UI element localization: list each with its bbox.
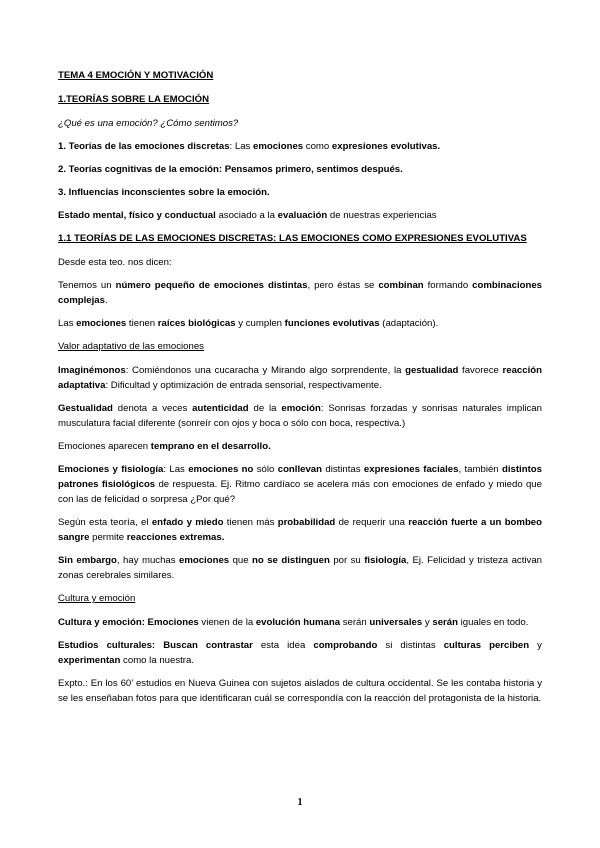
subheading-cultura: Cultura y emoción xyxy=(58,593,136,604)
paragraph-imaginemonos: Imaginémonos: Comiéndonos una cucaracha y Mirando algo sorprendente, la gestualidad favorece reacción adaptativa: Dificultad y optimización de entrada sensorial, respectivamente. xyxy=(58,365,542,391)
section-heading-1-1: 1.1 TEORÍAS DE LAS EMOCIONES DISCRETAS: LAS EMOCIONES COMO EXPRESIONES EVOLUTIVAS xyxy=(58,233,527,244)
paragraph-sin-embargo: Sin embargo, hay muchas emociones que no se distinguen por su fisiología, Ej. Felicidad y tristeza activan zonas cerebrales similares. xyxy=(58,555,542,581)
page-number: 1 xyxy=(297,797,303,808)
paragraph-experimento: Expto.: En los 60’ estudios en Nueva Guinea con sujetos aislados de cultura occidental. Se les contaba historia y se les enseñaban fotos para que identificaran cuál se correspondía con la reacción del protagonista de la historia. xyxy=(58,678,542,704)
document-title: TEMA 4 EMOCIÓN Y MOTIVACIÓN xyxy=(58,70,214,81)
subheading-valor-adaptativo: Valor adaptativo de las emociones xyxy=(58,341,204,352)
paragraph-estudios: Estudios culturales: Buscan contrastar esta idea comprobando si distintas culturas perciben y experimentan como la nuestra. xyxy=(58,640,542,666)
document-body xyxy=(58,68,542,714)
paragraph-tenemos: Tenemos un número pequeño de emociones distintas, pero éstas se combinan formando combinaciones complejas. xyxy=(58,280,543,306)
paragraph-raices: Las emociones tienen raíces biológicas y cumplen funciones evolutivas (adaptación). xyxy=(58,318,439,329)
paragraph-temprano: Emociones aparecen temprano en el desarrollo. xyxy=(58,441,271,452)
list-item-3: 3. Influencias inconscientes sobre la emoción. xyxy=(58,187,270,198)
paragraph-desde: Desde esta teo. nos dicen: xyxy=(58,257,172,268)
section-heading-1: 1.TEORÍAS SOBRE LA EMOCIÓN xyxy=(58,94,210,105)
question-line: ¿Qué es una emoción? ¿Cómo sentimos? xyxy=(58,118,239,129)
paragraph-cultura: Cultura y emoción: Emociones vienen de la evolución humana serán universales y serán iguales en todo. xyxy=(58,617,529,628)
list-item-1: 1. Teorías de las emociones discretas: Las emociones como expresiones evolutivas. xyxy=(58,141,441,152)
paragraph-segun: Según esta teoría, el enfado y miedo tienen más probabilidad de requerir una reacción fuerte a un bombeo sangre permite reacciones extremas. xyxy=(58,517,543,543)
list-item-2: 2. Teorías cognitivas de la emoción: Pensamos primero, sentimos después. xyxy=(58,164,403,175)
paragraph-fisiologia: Emociones y fisiología: Las emociones no sólo conllevan distintas expresiones faciales, también distintos patrones fisiológicos de respuesta. Ej. Ritmo cardíaco se acelera más con emociones de enfado y miedo que con las de felicidad o sorpresa ¿Por qué? xyxy=(58,464,542,505)
definition-paragraph: Estado mental, físico y conductual asociado a la evaluación de nuestras experiencias xyxy=(58,210,437,221)
paragraph-gestualidad: Gestualidad denota a veces autenticidad de la emoción: Sonrisas forzadas y sonrisas naturales implican musculatura facial diferente (sonreír con ojos y boca o sólo con boca, respectiva.) xyxy=(58,403,542,429)
